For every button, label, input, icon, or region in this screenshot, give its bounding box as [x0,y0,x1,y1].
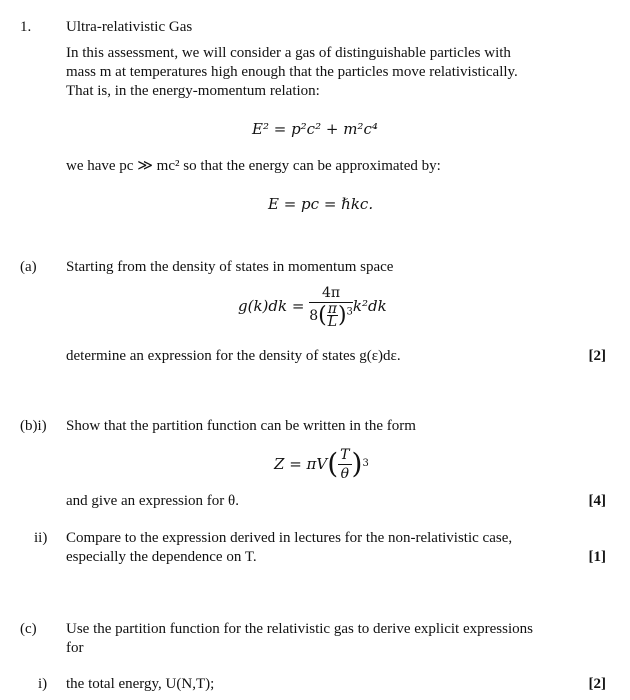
dos-den-exponent: 3 [346,305,353,317]
intro-line-2: mass m at temperatures high enough that the particles move relativistically. [66,64,518,80]
part-a-label: (a) [20,259,37,275]
part-a-marks: [2] [588,348,606,364]
part-ci-marks: [2] [588,676,606,692]
dos-denominator: 8( $\frac{\pi}{L}$ )$^3$ [309,300,353,330]
part-bi-give: and give an expression for θ. [66,493,239,509]
density-of-states-equation [238,280,387,332]
part-bi-label: (b)i) [20,418,47,434]
dos-numerator: 4π [309,285,353,303]
part-ci-label: i) [38,676,48,692]
part-a-determine: determine an expression for the density of states g(ε)dε. [66,348,401,364]
dos-lhs: g(k)dk = [238,297,305,315]
part-bii-marks: [1] [588,549,606,565]
part-c-line-2: for [66,640,84,656]
part-bi-marks: [4] [588,493,606,509]
intro-line-3: That is, in the energy-momentum relation: [66,83,320,99]
pf-denominator: θ [340,465,350,482]
part-bi-text: Show that the partition function can be written in the form [66,418,416,434]
part-a-text: Starting from the density of states in momentum space [66,259,394,275]
pf-lhs: Z = πV [274,455,328,473]
energy-momentum-equation: E² = p²c² + m²c⁴ [252,120,378,138]
pf-fraction [338,447,351,482]
part-bii-line-1: Compare to the expression derived in lectures for the non-relativistic case, [66,530,513,546]
question-number: 1. [20,19,32,35]
part-c-line-1: Use the partition function for the relativistic gas to derive explicit expressions [66,621,533,637]
part-bii-label: ii) [34,530,48,546]
dos-den-inner-num: π [327,300,337,317]
dos-fraction [309,285,353,328]
dos-rhs: k²dk [352,297,387,315]
question-title: Ultra-relativistic Gas [66,19,193,35]
dos-den-inner-frac [327,300,338,330]
approximation-text: we have pc ≫ mc² so that the energy can be approximated by: [66,158,441,174]
dos-den-coeff: 8 [309,307,319,324]
dos-den-inner-den: L [327,313,337,330]
partition-function-equation: Z = πV ( $\frac{T}{\theta}$ ) 3 [274,446,369,482]
pf-numerator: T [340,446,350,463]
part-bii-line-2: especially the dependence on T. [66,549,257,565]
part-c-label: (c) [20,621,37,637]
intro-line-1: In this assessment, we will consider a gas of distinguishable particles with [66,45,511,61]
energy-approx-equation: E = pc = ℏkc. [268,195,374,213]
part-ci-text: the total energy, U(N,T); [66,676,215,692]
